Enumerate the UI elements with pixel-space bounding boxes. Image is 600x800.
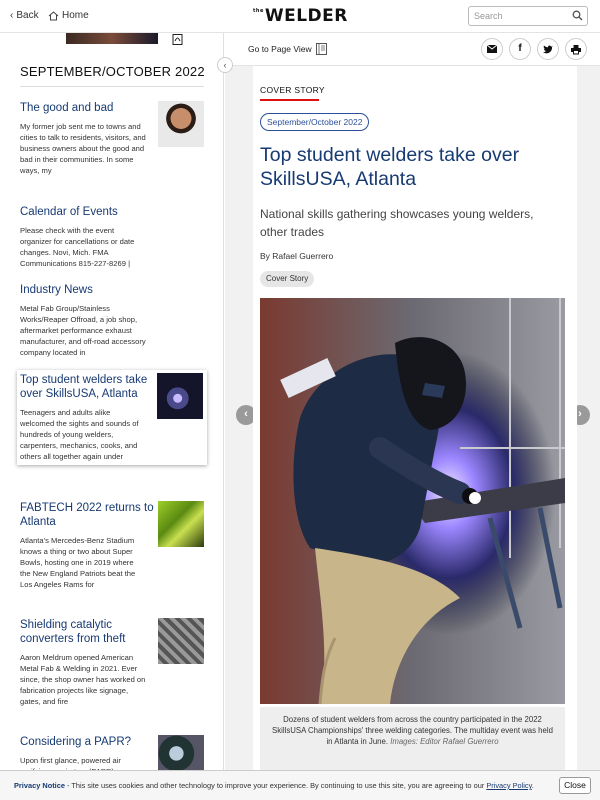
article-excerpt: My former job sent me to towns and cities to talk to residents, visitors, and business owners about the good and bad in their communities. In some ways, my — [20, 122, 146, 175]
article-thumbnail — [157, 373, 203, 419]
article-title: Top student welders take over SkillsUSA, Atlanta — [20, 374, 148, 400]
article-excerpt: Aaron Meldrum opened American Metal Fab & Welding in 2021. Ever since, the shop owner has worked on fabrication projects like signage, gates, and fire — [20, 653, 146, 706]
next-article-arrow[interactable]: › — [570, 405, 590, 425]
facebook-icon[interactable]: f — [509, 38, 531, 60]
home-icon — [48, 11, 59, 21]
previous-article-arrow[interactable]: ‹ — [236, 405, 256, 425]
top-bar — [0, 0, 600, 33]
close-button[interactable]: Close — [559, 777, 591, 794]
article-excerpt: Upon first glance, powered air — [20, 756, 121, 765]
go-to-page-label: Go to Page View — [248, 44, 312, 54]
article-title: Considering a PAPR? — [20, 736, 132, 748]
chevron-left-icon: ‹ — [223, 60, 227, 70]
article-photo — [260, 298, 565, 704]
article-thumbnail — [158, 101, 204, 147]
sidebar-article-active[interactable] — [17, 370, 207, 465]
article-headline: Top student welders take over SkillsUSA, Atlanta — [260, 144, 520, 190]
page-view-icon — [316, 43, 327, 55]
sidebar-article[interactable] — [20, 205, 208, 269]
article-thumbnail — [158, 501, 204, 547]
print-icon[interactable] — [565, 38, 587, 60]
email-icon[interactable] — [481, 38, 503, 60]
search-placeholder: Search — [474, 11, 503, 21]
issue-date-pill[interactable]: September/October 2022 — [260, 113, 369, 131]
sidebar-article[interactable] — [20, 501, 208, 590]
privacy-policy-link[interactable]: Privacy Policy — [486, 781, 532, 790]
article-subheadline: National skills gathering showcases young welders, other trades — [260, 207, 534, 239]
privacy-notice-text: Privacy Notice - This site uses cookies and other technology to improve your experience. By continuing to use this site, you are agreeing to our Privacy Policy. — [14, 781, 534, 790]
sidebar-article[interactable] — [20, 618, 208, 707]
back-label: Back — [16, 10, 39, 21]
article-byline: By Rafael Guerrero — [260, 251, 334, 261]
article-excerpt: Metal Fab Group/Stainless Works/Reaper Offroad, a job shop, aftermarket performance exhaust manufacturer, and off-road accessory company located in — [20, 304, 146, 357]
go-to-page-view-button[interactable] — [248, 43, 327, 55]
twitter-icon[interactable] — [537, 38, 559, 60]
collapse-sidebar-button[interactable] — [217, 57, 233, 73]
issue-title: SEPTEMBER/OCTOBER 2022 — [20, 64, 205, 79]
section-underline — [260, 99, 319, 101]
article-excerpt: Atlanta's Mercedes-Benz Stadium knows a thing or two about Super Bowls, hosting one in 2019 where the New England Patriots beat the Los Angeles Rams for — [20, 536, 136, 589]
article-title: Shielding catalytic converters from theft — [20, 619, 126, 645]
pdf-icon[interactable] — [164, 33, 190, 45]
issue-cover-thumbnail[interactable] — [66, 33, 158, 44]
site-logo[interactable]: $^{the}$WELDER — [253, 6, 348, 26]
section-label: COVER STORY — [260, 85, 325, 95]
home-button[interactable] — [48, 10, 89, 21]
article-title: FABTECH 2022 returns to Atlanta — [20, 502, 154, 528]
photo-credit: Images: Editor Rafael Guerrero — [390, 737, 499, 746]
privacy-notice-bar — [0, 770, 600, 800]
sidebar-article[interactable] — [20, 101, 208, 176]
sidebar-article[interactable] — [20, 283, 208, 358]
article-excerpt: Teenagers and adults alike welcomed the sights and sounds of hundreds of young welders, carpenters, mechanics, cooks, and others all together again under — [20, 408, 139, 461]
divider — [20, 86, 204, 87]
back-button[interactable] — [10, 10, 39, 21]
topic-tag[interactable]: Cover Story — [260, 271, 314, 287]
article-title: The good and bad — [20, 102, 114, 114]
home-label: Home — [62, 10, 89, 21]
search-input[interactable] — [468, 6, 588, 26]
article-thumbnail — [158, 618, 204, 664]
article-title: Industry News — [20, 284, 93, 296]
chevron-left-icon: ‹ — [10, 10, 14, 21]
article-title: Calendar of Events — [20, 206, 118, 218]
issue-sidebar — [0, 33, 224, 770]
article-toolbar — [225, 33, 600, 66]
article-excerpt: Please check with the event organizer for cancellations or date changes. Novi, Mich. FMA Communications 815-227-8269 | — [20, 226, 135, 268]
search-icon[interactable] — [572, 10, 583, 21]
article-page — [253, 66, 577, 770]
photo-caption: Dozens of student welders from across the country participated in the 2022 SkillsUSA Championships' three welding categories. The multiday event was held in Atlanta in June. Images: Editor Rafael Guerrero — [260, 707, 565, 772]
